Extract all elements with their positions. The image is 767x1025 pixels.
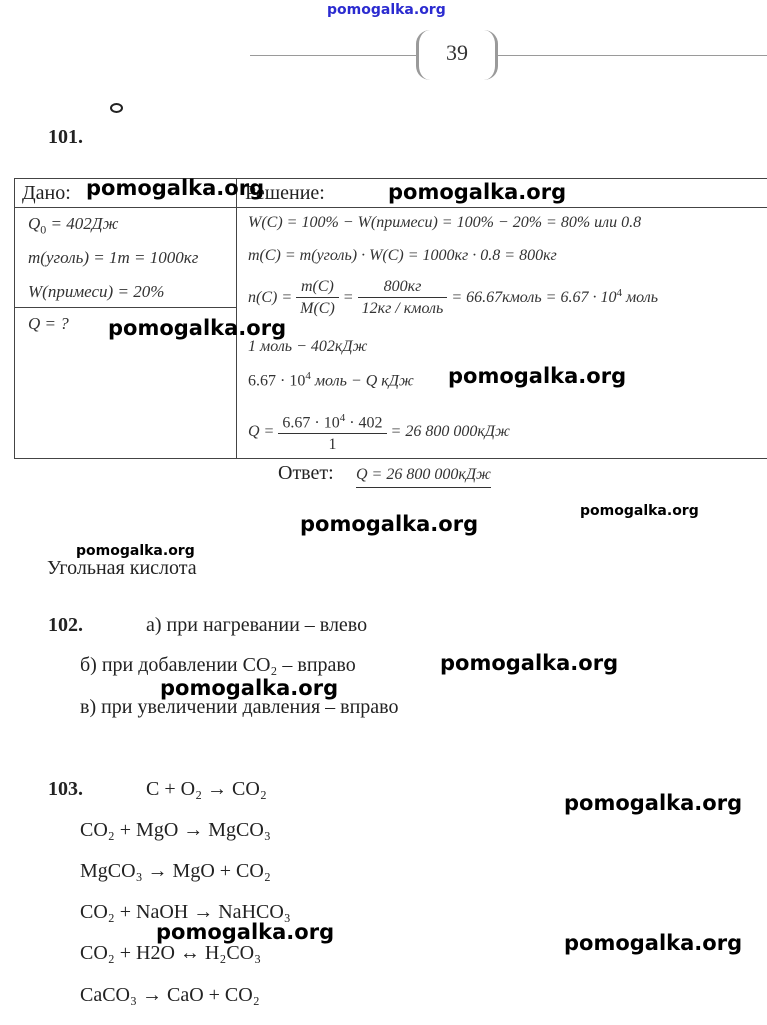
solution-line-q-calc: Q = $\frac{6.67 \cdot 10^4 \cdot 402}{1}$ = 26 800 000кДж	[248, 408, 510, 456]
problem-101-number: 101.	[48, 126, 83, 148]
watermark-5[interactable]: pomogalka.org	[300, 512, 479, 536]
problem-102-number: 102.	[48, 614, 83, 636]
watermark-12[interactable]: pomogalka.org	[564, 931, 743, 955]
fraction-q: $\frac{6.67 \cdot 10^4 \cdot 402}{1}$	[278, 408, 386, 456]
fraction-800-12: $\frac{800кг}{\text{12кг / кмоль}}$	[358, 277, 448, 320]
problem-103-number: 103.	[48, 778, 83, 800]
reaction-6: CaCO₃ → CaO + CO₂	[80, 984, 260, 1006]
solution-line-nc: n(C) = $\frac{m(C)}{M(C)}$ = $\frac{800кг}{\text{12кг / кмоль}}$ = 66.67кмоль = $6.67 \cdot 10^4$ моль	[248, 277, 658, 320]
reaction-2: CO₂ + MgO → MgCO₃	[80, 819, 271, 841]
watermark-2[interactable]: pomogalka.org	[388, 180, 567, 204]
given-find-separator	[14, 307, 236, 308]
reaction-3: MgCO₃ → MgO + CO₂	[80, 860, 271, 882]
given-q0: $Q_0 = 402Дж$	[28, 214, 119, 237]
solution-line-mol-energy: 1 моль − 402кДж	[248, 338, 368, 355]
reaction-4: CO₂ + NaOH → NaHCO₃	[80, 901, 291, 923]
reaction-5: CO₂ + H2O ↔ H₂CO₃	[80, 942, 262, 964]
fraction-mc-mc: $\frac{m(C)}{M(C)}$	[296, 277, 339, 320]
watermark-7[interactable]: pomogalka.org	[76, 543, 195, 559]
given-header: Дано:	[22, 182, 71, 204]
table-header-border	[14, 207, 767, 208]
solution-header: Решение:	[245, 182, 325, 204]
watermark-9[interactable]: pomogalka.org	[160, 676, 339, 700]
header-rule-left	[250, 55, 416, 56]
stray-mark	[110, 103, 123, 113]
watermark-1[interactable]: pomogalka.org	[86, 176, 265, 200]
table-bottom-border	[14, 458, 767, 459]
problem-102-item-b: б) при добавлении CO₂ – вправо	[80, 654, 356, 676]
solution-line-mc: m(C) = m(уголь) · W(C) = 1000кг · 0.8 = 800кг	[248, 247, 557, 264]
watermark-top[interactable]: pomogalka.org	[327, 2, 446, 18]
reaction-1: C + O₂ → CO₂	[146, 778, 267, 800]
watermark-6[interactable]: pomogalka.org	[580, 503, 699, 519]
problem-102-item-c: в) при увеличении давления – вправо	[80, 696, 399, 718]
watermark-3[interactable]: pomogalka.org	[108, 316, 287, 340]
watermark-4[interactable]: pomogalka.org	[448, 364, 627, 388]
given-mass-coal: m(уголь) = 1т = 1000кг	[28, 248, 199, 267]
note-coal-acid: Угольная кислота	[47, 557, 197, 579]
problem-102-item-a: а) при нагревании – влево	[146, 614, 368, 636]
page-number: 39	[416, 30, 498, 80]
watermark-8[interactable]: pomogalka.org	[440, 651, 619, 675]
header-rule-right	[498, 55, 767, 56]
answer-label: Ответ:	[278, 462, 334, 484]
watermark-10[interactable]: pomogalka.org	[564, 791, 743, 815]
given-impurity: W(примеси) = 20%	[28, 282, 165, 301]
solution-line-wc: W(C) = 100% − W(примеси) = 100% − 20% = 80% или 0.8	[248, 214, 642, 231]
table-left-border	[14, 178, 15, 459]
answer-value: Q = 26 800 000кДж	[356, 466, 491, 488]
solution-line-proportion: $6.67 \cdot 10^4$ моль − Q кДж	[248, 370, 414, 390]
find-q: Q = ?	[28, 314, 69, 333]
watermark-11[interactable]: pomogalka.org	[156, 920, 335, 944]
